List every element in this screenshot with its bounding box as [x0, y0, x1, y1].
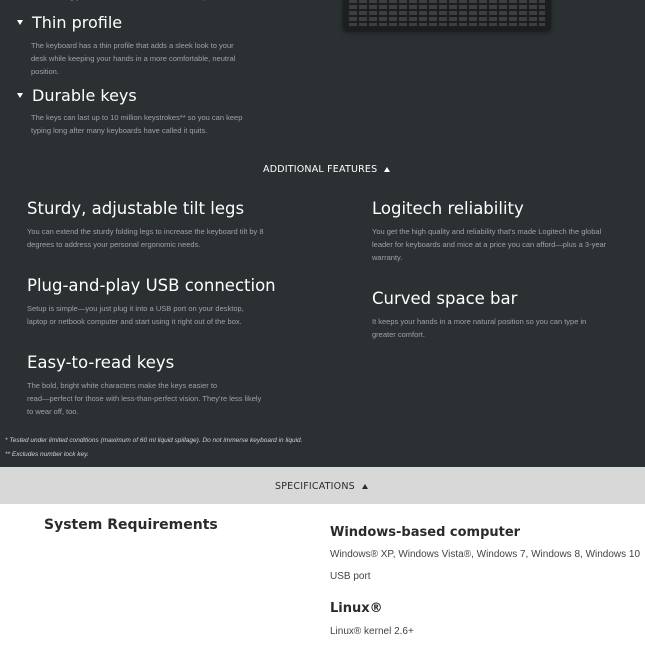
caret-up-icon	[384, 167, 390, 172]
body-line: degrees to address your personal ergonomic needs.	[27, 240, 201, 249]
caret-up-icon	[362, 484, 368, 489]
chevron-down-icon	[17, 20, 23, 25]
body-line: leader for keyboards and mice at a price you can afford—plus a 3-year	[372, 240, 607, 249]
feature-title: Sturdy, adjustable tilt legs	[27, 199, 245, 218]
body-line: warranty.	[372, 253, 403, 262]
feature-description	[27, 379, 337, 418]
body-line: read—perfect for those with less-than-perfect vision. They're less likely	[27, 394, 262, 403]
system-requirements-title: System Requirements	[44, 517, 218, 533]
body-line: greater comfort.	[372, 330, 425, 339]
body-line: typing long after many keyboards have called it quits.	[31, 126, 208, 135]
feature-description	[372, 225, 642, 264]
spec-line: Linux® kernel 2.6+	[330, 626, 414, 637]
section-header-label: ADDITIONAL FEATURES	[263, 164, 378, 175]
additional-features-toggle[interactable]	[263, 164, 390, 175]
feature-description	[372, 315, 642, 341]
body-line: You get the high quality and reliability that's made Logitech the global	[372, 227, 602, 236]
body-line: You can extend the sturdy folding legs to increase the keyboard tilt by 8	[27, 227, 264, 236]
body-line: The bold, bright white characters make the keys easier to	[27, 381, 218, 390]
feature-title: Plug-and-play USB connection	[27, 276, 276, 295]
accordion-durable-keys[interactable]	[17, 86, 137, 105]
chevron-down-icon	[17, 93, 23, 98]
spec-line: Windows® XP, Windows Vista®, Windows 7, Windows 8, Windows 10	[330, 549, 641, 560]
accordion-title: Durable keys	[32, 86, 137, 105]
spec-group-title: Windows-based computer	[330, 525, 521, 540]
footnote: ** Excludes number lock key.	[5, 451, 89, 458]
feature-title: Curved space bar	[372, 289, 518, 308]
body-line: position.	[31, 67, 59, 76]
accordion-body-durable-keys	[31, 111, 331, 137]
feature-description	[27, 225, 327, 251]
section-header-label: SPECIFICATIONS	[275, 481, 355, 492]
cut-off-text	[30, 0, 220, 1]
spec-line: USB port	[330, 571, 371, 582]
body-line: desk while keeping your hands in a more comfortable, neutral	[31, 54, 236, 63]
feature-title: Easy-to-read keys	[27, 353, 175, 372]
accordion-title: Thin profile	[32, 13, 123, 32]
spec-group-title: Linux®	[330, 601, 383, 616]
feature-title: Logitech reliability	[372, 199, 524, 218]
keyboard-product-image	[343, 0, 551, 30]
accordion-thin-profile[interactable]	[17, 13, 122, 32]
body-line: The keys can last up to 10 million keystrokes** so you can keep	[31, 113, 243, 122]
body-line: Setup is simple—you just plug it into a USB port on your desktop,	[27, 304, 244, 313]
specifications-toggle[interactable]	[275, 481, 368, 492]
footnote: * Tested under limited conditions (maximum of 60 ml liquid spillage). Do not immerse keyboard in liquid.	[5, 437, 303, 444]
body-line: The keyboard has a thin profile that adds a sleek look to your	[31, 41, 234, 50]
feature-description	[27, 302, 327, 328]
body-line: It keeps your hands in a more natural position so you can type in	[372, 317, 587, 326]
body-line: laptop or netbook computer and start using it right out of the box.	[27, 317, 242, 326]
accordion-body-thin-profile	[31, 39, 331, 78]
body-line: to wear off, too.	[27, 407, 79, 416]
specifications-bar	[0, 467, 645, 504]
